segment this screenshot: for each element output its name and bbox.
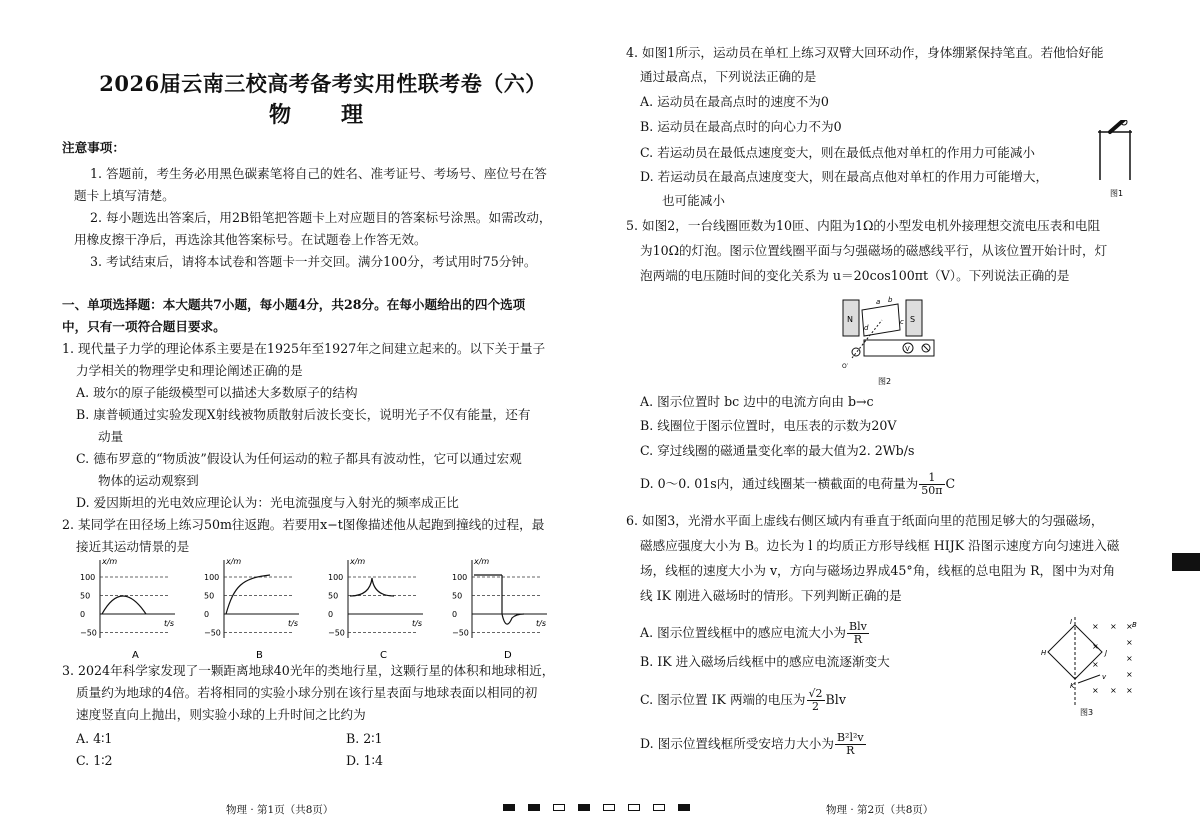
q6-stem: 场，线框的速度大小为 v，方向与磁场边界成45°角，线框的总电阻为 R，图中为对角 <box>640 563 1116 578</box>
figure-2-caption: 图2 <box>878 377 892 386</box>
q6-fraction-d <box>835 732 866 757</box>
fraction-denominator: 50π <box>921 484 943 497</box>
page-marker <box>678 804 690 811</box>
q1-option-b-cont: 动量 <box>98 429 124 444</box>
page-marker <box>603 804 615 811</box>
q3-option-c: C. 1∶2 <box>76 753 113 768</box>
field-b-label: B <box>1132 621 1137 629</box>
figure-1-caption: 图1 <box>1110 189 1124 198</box>
coil-c-label: c <box>900 318 904 326</box>
field-cross: × <box>1092 660 1099 669</box>
field-cross: × <box>1126 622 1133 631</box>
coil-b-label: b <box>888 296 893 304</box>
q4-option-d-cont: 也可能减小 <box>662 193 725 208</box>
coil-d-label: d <box>864 324 869 332</box>
q6-stem: 6. 如图3，光滑水平面上虚线右侧区域内有垂直于纸面向里的范围足够大的匀强磁场， <box>626 513 1104 528</box>
section-heading: 一、单项选择题：本大题共7小题，每小题4分，共28分。在每小题给出的四个选项 <box>62 297 526 312</box>
t-axis-label: t/s <box>288 619 298 628</box>
q4-stem: 通过最高点，下列说法正确的是 <box>640 69 817 84</box>
section-heading: 中，只有一项符合题目要求。 <box>62 319 226 334</box>
page-marker <box>628 804 640 811</box>
page-marker <box>528 804 540 811</box>
tick-label: 100 <box>452 573 468 582</box>
field-cross: × <box>1092 686 1099 695</box>
field-cross: × <box>1092 642 1099 651</box>
q6-stem: 磁感应强度大小为 B。边长为 l 的均质正方形导线框 HIJK 沿图示速度方向匀速进入磁 <box>640 538 1120 553</box>
q2-stem: 2. 某同学在田径场上练习50m往返跑。若要用x−t图像描述他从起跑到撞线的过程，最 <box>62 517 545 532</box>
x-t-curve <box>350 578 394 596</box>
q6-option-d <box>640 732 867 757</box>
notice-line: 题卡上填写清楚。 <box>74 188 175 203</box>
t-axis-label: t/s <box>536 619 546 628</box>
fraction-numerator: √2 <box>808 687 823 700</box>
q5-option-d <box>640 472 955 497</box>
fraction-numerator: Blv <box>849 620 867 633</box>
notice-line: 2. 每小题选出答案后，用2B铅笔把答题卡上对应题目的答案标号涂黑。如需改动， <box>90 210 552 225</box>
fraction-numerator: B²l²v <box>836 731 864 744</box>
q1-option-d: D. 爱因斯坦的光电效应理论认为：光电流强度与入射光的频率成正比 <box>76 495 459 510</box>
q4-stem: 4. 如图1所示，运动员在单杠上练习双臂大回环动作，身体绷紧保持笔直。若他恰好能 <box>626 45 1104 60</box>
q3-stem: 3. 2024年科学家发现了一颗距离地球40光年的类地行星，这颗行星的体积和地球相近， <box>62 663 555 678</box>
q2-stem: 接近其运动情景的是 <box>76 539 190 554</box>
q1-stem: 力学相关的物理学史和理论阐述正确的是 <box>76 363 303 378</box>
vertex-j-label: J <box>1105 649 1108 657</box>
graph-label: B <box>256 650 263 661</box>
notice-line: 3. 考试结束后，请将本试卷和答题卡一并交回。满分100分，考试用时75分钟。 <box>90 254 537 269</box>
q3-option-d: D. 1∶4 <box>346 753 383 768</box>
q2-graph-c <box>328 557 423 661</box>
q1-option-c: C. 德布罗意的“物质波”假设认为任何运动的粒子都具有波动性，它可以通过宏观 <box>76 451 522 466</box>
tick-label: 50 <box>452 591 463 601</box>
tick-label: 50 <box>328 591 339 601</box>
page-marker <box>553 804 565 811</box>
footer-left: 物理 · 第1页（共8页） <box>226 804 334 816</box>
magnet-s-label: S <box>910 315 916 324</box>
y-axis-label: x/m <box>350 557 366 566</box>
figure-3 <box>1040 615 1140 723</box>
q6-option-a-text: A. 图示位置线框中的感应电流大小为 <box>640 625 847 640</box>
notice-heading: 注意事项： <box>62 140 125 155</box>
q3-stem: 质量约为地球的4倍。若将相同的实验小球分别在该行星表面与地球表面以相同的初 <box>76 685 538 700</box>
t-axis-label: t/s <box>164 619 174 628</box>
graph-label: D <box>504 650 512 661</box>
velocity-label: v <box>1102 673 1107 681</box>
y-axis-label: x/m <box>474 557 490 566</box>
q4-option-d: D. 若运动员在最高点速度变大，则在最高点他对单杠的作用力可能增大， <box>640 169 1049 184</box>
page-marker <box>578 804 590 811</box>
vertex-k-label: K <box>1070 682 1075 690</box>
field-cross: × <box>1092 622 1099 631</box>
tick-label: −50 <box>80 628 97 638</box>
fraction-denominator: 2 <box>812 700 820 713</box>
q2-graph-b <box>204 557 299 661</box>
field-cross: × <box>1126 638 1133 647</box>
tick-label: −50 <box>452 628 469 638</box>
q5-option-d-text: D. 0～0. 01s内，通过线圈某一横截面的电荷量为 <box>640 476 919 491</box>
q6-fraction-a <box>847 621 869 646</box>
tick-label: −50 <box>204 628 221 638</box>
q3-option-a: A. 4∶1 <box>76 731 113 746</box>
q1-option-a: A. 玻尔的原子能级模型可以描述大多数原子的结构 <box>76 385 358 400</box>
axis-o-label: O′ <box>842 363 849 370</box>
q6-option-c-text: C. 图示位置 IK 两端的电压为 <box>640 692 806 707</box>
q5-fraction <box>919 472 944 497</box>
tick-label: 50 <box>204 591 215 601</box>
q6-fraction-c <box>807 688 825 713</box>
tick-label: 0 <box>204 610 210 619</box>
q4-option-c: C. 若运动员在最低点速度变大，则在最低点他对单杠的作用力可能减小 <box>640 145 1036 160</box>
figure-2 <box>838 290 940 388</box>
graph-label: A <box>132 650 139 661</box>
magnet-n-label: N <box>847 315 853 324</box>
y-axis-label: x/m <box>102 557 118 566</box>
x-t-curve <box>102 596 146 614</box>
fraction-numerator: 1 <box>919 472 944 485</box>
q1-stem: 1. 现代量子力学的理论体系主要是在1925年至1927年之间建立起来的。以下关于量子 <box>62 341 546 356</box>
q4-option-a: A. 运动员在最高点时的速度不为0 <box>640 94 829 109</box>
x-t-curve <box>474 575 524 624</box>
q6-stem: 线 IK 刚进入磁场时的情形。下列判断正确的是 <box>640 588 902 603</box>
tick-label: 100 <box>328 573 344 582</box>
q6-option-c <box>640 688 846 713</box>
subject-title: 物 理 <box>268 102 377 128</box>
notice-line: 1. 答题前，考生务必用黑色碳素笔将自己的姓名、准考证号、考场号、座位号在答 <box>90 166 547 181</box>
fraction-denominator: R <box>846 744 855 757</box>
page-marker <box>653 804 665 811</box>
field-cross: × <box>1110 686 1117 695</box>
y-axis-label: x/m <box>226 557 242 566</box>
voltmeter-label: V <box>905 345 910 353</box>
q1-option-c-cont: 物体的运动观察到 <box>98 473 199 488</box>
unit: C <box>945 476 956 491</box>
tick-label: 0 <box>452 610 458 619</box>
x-t-curve <box>226 575 270 614</box>
vertex-h-label: H <box>1041 649 1047 657</box>
footer-right: 物理 · 第2页（共8页） <box>826 804 934 816</box>
tick-label: 0 <box>328 610 334 619</box>
page-edge-tab <box>1172 553 1200 571</box>
q1-option-b: B. 康普顿通过实验发现X射线被物质散射后波长变长，说明光子不仅有能量，还有 <box>76 407 531 422</box>
notice-line: 用橡皮擦干净后，再选涂其他答案标号。在试题卷上作答无效。 <box>74 232 427 247</box>
field-cross: × <box>1110 622 1117 631</box>
q2-graphs <box>60 556 590 662</box>
field-cross: × <box>1126 670 1133 679</box>
page-marker <box>503 804 515 811</box>
field-cross: × <box>1126 686 1133 695</box>
tick-label: 100 <box>80 573 96 582</box>
fraction-denominator: R <box>853 633 863 646</box>
figure-1 <box>1090 120 1150 202</box>
q5-option-c: C. 穿过线圈的磁通量变化率的最大值为2. 2Wb/s <box>640 443 915 458</box>
q5-stem: 泡两端的电压随时间的变化关系为 u＝20cos100πt（V）。下列说法正确的是 <box>640 268 1070 283</box>
q5-option-b: B. 线圈位于图示位置时，电压表的示数为20V <box>640 418 897 433</box>
graph-label: C <box>380 650 387 661</box>
q2-graph-d <box>452 557 547 661</box>
tick-label: −50 <box>328 628 345 638</box>
q5-stem: 5. 如图2，一台线圈匝数为10匝、内阻为1Ω的小型发电机外接理想交流电压表和电阻 <box>626 218 1101 233</box>
vertex-i-label: I <box>1070 618 1073 626</box>
q4-option-b: B. 运动员在最高点时的向心力不为0 <box>640 119 842 134</box>
exam-title: 2026届云南三校高考备考实用性联考卷（六） <box>99 71 547 96</box>
q3-stem: 速度竖直向上抛出，则实验小球的上升时间之比约为 <box>76 707 366 722</box>
tick-label: 100 <box>204 573 220 582</box>
coil-a-label: a <box>876 298 881 306</box>
q3-option-b: B. 2∶1 <box>346 731 383 746</box>
q5-stem: 为10Ω的灯泡。图示位置线圈平面与匀强磁场的磁感线平行，从该位置开始计时，灯 <box>640 243 1108 258</box>
q6-option-b: B. IK 进入磁场后线框中的感应电流逐渐变大 <box>640 654 890 669</box>
field-cross: × <box>1126 654 1133 663</box>
tick-label: 50 <box>80 591 91 601</box>
tick-label: 0 <box>80 610 86 619</box>
t-axis-label: t/s <box>412 619 422 628</box>
figure-3-caption: 图3 <box>1080 708 1094 717</box>
q5-option-a: A. 图示位置时 bc 边中的电流方向由 b→c <box>640 394 874 409</box>
q2-graph-a <box>80 557 175 661</box>
q6-option-d-text: D. 图示位置线框所受安培力大小为 <box>640 736 834 751</box>
q6-option-a <box>640 621 870 646</box>
q6-option-c-tail: Blv <box>825 692 846 707</box>
